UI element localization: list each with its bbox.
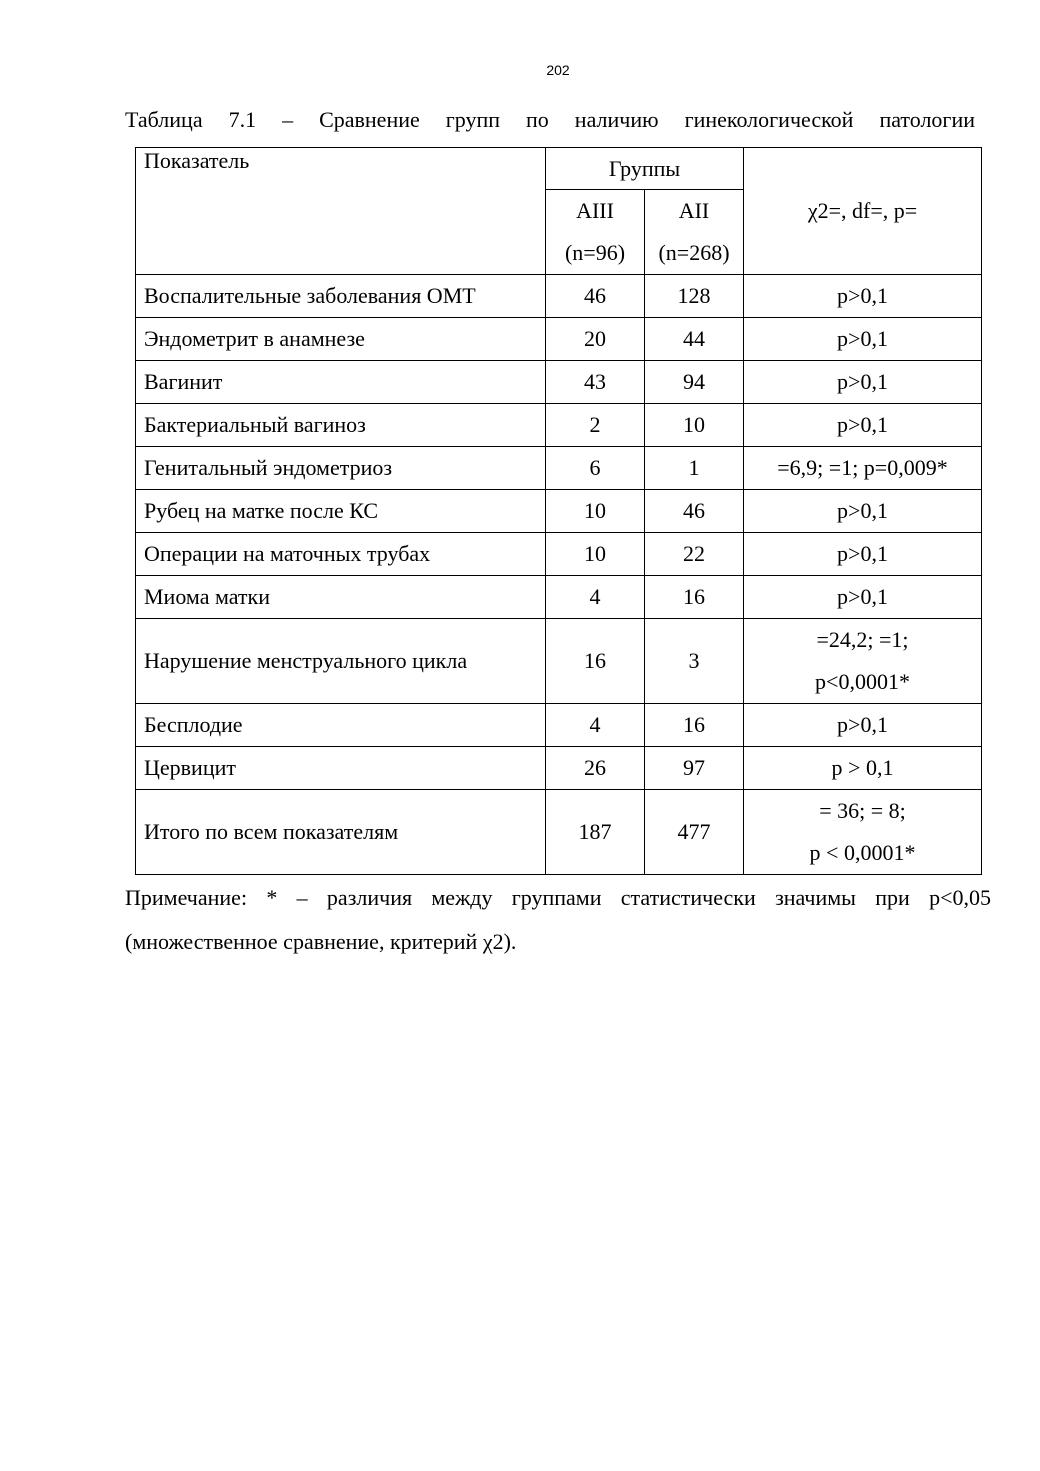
row-stat: p>0,1 [744,490,982,533]
row-stat: p>0,1 [744,404,982,447]
row-g1: 16 [546,619,645,704]
row-stat: p > 0,1 [744,747,982,790]
row-g2: 16 [645,704,744,747]
row-g1: 26 [546,747,645,790]
row-stat: p>0,1 [744,533,982,576]
row-stat [744,790,982,875]
table-row [136,490,982,533]
row-stat-line-2: p < 0,0001* [809,840,916,865]
page-number: 202 [546,62,570,78]
row-g1: 6 [546,447,645,490]
table-row [136,704,982,747]
row-g2: 3 [645,619,744,704]
group-1-n: (n=96) [564,240,626,265]
row-stat: p>0,1 [744,275,982,318]
row-g1: 4 [546,576,645,619]
table-row [136,576,982,619]
row-stat-line-1: = 36; = 8; [819,798,906,823]
header-indicator: Показатель [136,148,546,275]
row-label: Рубец на матке после КС [136,490,546,533]
row-g2: 94 [645,361,744,404]
table-row-total [136,790,982,875]
row-g1: 10 [546,533,645,576]
row-label: Операции на маточных трубах [136,533,546,576]
row-g1: 46 [546,275,645,318]
table-row [136,361,982,404]
row-stat-line-2: p<0,0001* [815,669,910,694]
note-line-1: Примечание: * – различия между группами статистически значимы при p<0,05 [125,885,991,910]
row-label: Воспалительные заболевания ОМТ [136,275,546,318]
row-label: Вагинит [136,361,546,404]
row-g2: 1 [645,447,744,490]
table-row [136,275,982,318]
row-stat: p>0,1 [744,318,982,361]
row-g2: 16 [645,576,744,619]
row-stat [744,619,982,704]
group-1-name: АIII [576,198,614,223]
row-label: Нарушение менструального цикла [136,619,546,704]
row-label: Итого по всем показателям [136,790,546,875]
table-row [136,533,982,576]
row-label: Цервицит [136,747,546,790]
row-label: Бесплодие [136,704,546,747]
table-row [136,447,982,490]
row-g2: 128 [645,275,744,318]
row-g1: 4 [546,704,645,747]
table-row [136,619,982,704]
row-g1: 187 [546,790,645,875]
table-row [136,404,982,447]
row-label: Бактериальный вагиноз [136,404,546,447]
row-g1: 2 [546,404,645,447]
row-stat: =6,9; =1; p=0,009* [744,447,982,490]
row-g2: 44 [645,318,744,361]
row-stat: p>0,1 [744,704,982,747]
row-label: Миома матки [136,576,546,619]
note-line-2: (множественное сравнение, критерий χ2). [125,929,517,954]
row-stat: p>0,1 [744,361,982,404]
row-g2: 477 [645,790,744,875]
comparison-table [135,147,982,875]
row-g2: 10 [645,404,744,447]
row-g1: 10 [546,490,645,533]
row-g2: 97 [645,747,744,790]
table-note [125,876,991,964]
group-2-name: АII [678,198,710,223]
row-label: Эндометрит в анамнезе [136,318,546,361]
header-stat: χ2=, df=, p= [744,148,982,275]
row-g1: 43 [546,361,645,404]
row-label: Генитальный эндометриоз [136,447,546,490]
table-row [136,318,982,361]
header-group-1 [546,190,645,275]
row-stat: p>0,1 [744,576,982,619]
header-group-2 [645,190,744,275]
table-header-row [136,148,982,190]
header-groups: Группы [546,148,744,190]
row-g2: 46 [645,490,744,533]
table-caption: Таблица 7.1 – Сравнение групп по наличию гинекологической патологии [125,107,975,132]
row-g1: 20 [546,318,645,361]
table-row [136,747,982,790]
row-stat-line-1: =24,2; =1; [816,627,909,652]
row-g2: 22 [645,533,744,576]
group-2-n: (n=268) [658,240,730,265]
